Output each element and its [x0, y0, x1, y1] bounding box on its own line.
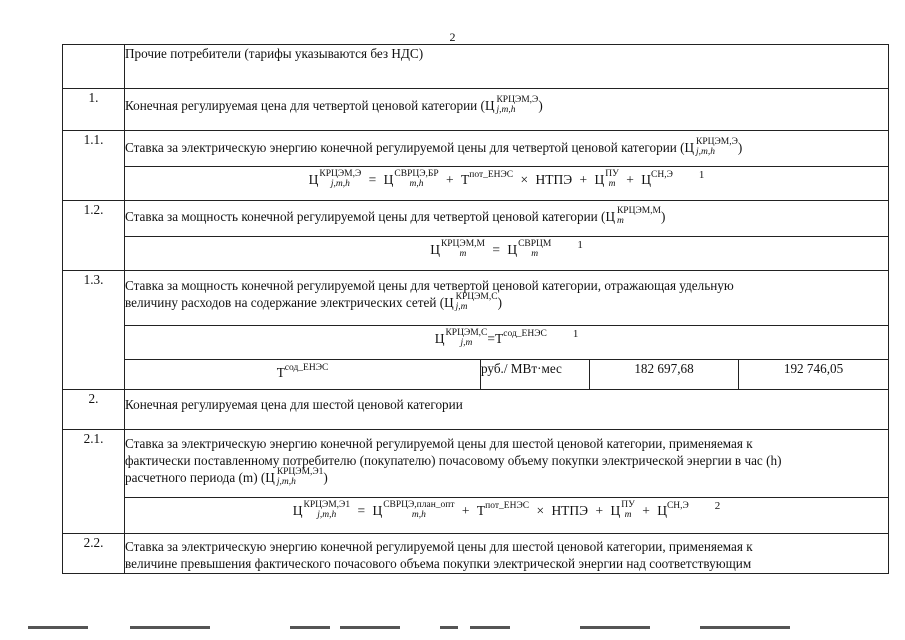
row-text: Ставка за электрическую энергию конечной регулируемой цены для четвертой ценовой категории (	[125, 140, 685, 156]
scan-artifact	[470, 626, 510, 629]
row-text-line: Ставка за электрическую энергию конечной регулируемой цены для шестой ценовой категории, применяемая к	[125, 436, 753, 451]
scan-artifact	[580, 626, 650, 629]
row-number: 2.	[63, 390, 125, 430]
formula-cell	[125, 498, 889, 534]
formula: Ц КРЦЭМ,Э j,m,h = Ц СВРЦЭ,БР m,h + $Т^{пот\_ЕНЭС}$ × НТПЭ + Ц ПУ m + $Ц^{СН,Э}$	[308, 168, 673, 189]
table-row	[63, 360, 889, 390]
formula-cell	[125, 326, 889, 360]
footnote-marker: 1	[572, 328, 579, 340]
scan-artifact	[130, 626, 210, 629]
scan-artifact	[440, 626, 458, 629]
row-text-line: расчетного периода (m) (	[125, 470, 266, 486]
table-row	[63, 326, 889, 360]
table-row	[63, 89, 889, 131]
row-description: Конечная регулируемая цена для четвертой ценовой категории (Ц КРЦЭМ,Э j,m,h )	[125, 89, 889, 131]
row-description: Ставка за мощность конечной регулируемой цены для четвертой ценовой категории, отражающая удельную величину расходов на содержание электрических сетей (Ц КРЦЭМ,С j,m )	[125, 271, 889, 326]
row-number: 1.3.	[63, 271, 125, 390]
table-row	[63, 430, 889, 498]
row-number	[63, 45, 125, 89]
table-row	[63, 390, 889, 430]
row-description: Ставка за электрическую энергию конечной регулируемой цены для четвертой ценовой категории (Ц КРЦЭМ,Э j,m,h )	[125, 131, 889, 167]
scan-artifact	[28, 626, 88, 629]
row-text: Конечная регулируемая цена для четвертой ценовой категории (	[125, 98, 485, 114]
table-row	[63, 45, 889, 89]
row-description: Ставка за мощность конечной регулируемой цены для четвертой ценовой категории (Ц КРЦЭМ,М m )	[125, 201, 889, 237]
value-period-2: 192 746,05	[739, 360, 889, 390]
formula-cell	[125, 237, 889, 271]
row-number: 2.2.	[63, 534, 125, 574]
footnote-marker: 1	[577, 239, 583, 251]
row-description: Ставка за электрическую энергию конечной регулируемой цены для шестой ценовой категории, применяемая к фактически поставленному потребителю (покупателю) почасовому объему покупки электрической энергии в час (h) расчетного периода (m) (Ц КРЦЭМ,Э1 j,m,h )	[125, 430, 889, 498]
table-row	[63, 201, 889, 237]
table-row	[63, 131, 889, 167]
table-row	[63, 167, 889, 201]
row-text-line: Ставка за электрическую энергию конечной регулируемой цены для шестой ценовой категории, применяемая к	[125, 539, 753, 554]
row-description	[125, 534, 889, 574]
formula: Ц КРЦЭМ,М m = Ц СВРЦМ m	[430, 238, 552, 259]
row-description: Конечная регулируемая цена для шестой ценовой категории	[125, 390, 889, 430]
row-text-line: величину расходов на содержание электрических сетей (	[125, 295, 445, 311]
row-text: Ставка за мощность конечной регулируемой цены для четвертой ценовой категории (	[125, 209, 606, 225]
formula: Ц КРЦЭМ,Э1 j,m,h = Ц СВРЦЭ,план_опт m,h + $Т^{пот\_ЕНЭС}$ × НТПЭ + Ц ПУ m + $Ц^{СН,Э}$	[292, 499, 689, 520]
table-row	[63, 271, 889, 326]
footnote-marker: 1	[698, 169, 705, 181]
tariff-table	[62, 44, 889, 574]
footnote-marker: 2	[714, 500, 721, 512]
row-number: 1.1.	[63, 131, 125, 201]
table-row	[63, 534, 889, 574]
row-number: 1.	[63, 89, 125, 131]
formula-cell	[125, 167, 889, 201]
row-text-line: фактически поставленному потребителю (покупателю) почасовому объему покупки электрической энергии в час (h)	[125, 453, 782, 468]
table-row	[63, 237, 889, 271]
row-number: 2.1.	[63, 430, 125, 534]
section-title: Прочие потребители (тарифы указываются без НДС)	[125, 45, 889, 89]
row-number: 1.2.	[63, 201, 125, 271]
page-number: 2	[449, 30, 456, 44]
formula: Ц КРЦЭМ,С j,m $=Т^{сод\_ЕНЭС}$	[434, 327, 547, 348]
scan-artifact	[290, 626, 330, 629]
scan-artifact	[340, 626, 400, 629]
row-text-line: Ставка за мощность конечной регулируемой цены для четвертой ценовой категории, отражающая удельную	[125, 278, 734, 293]
scan-artifact	[700, 626, 790, 629]
value-period-1: 182 697,68	[590, 360, 739, 390]
tariff-label: $Т^{сод\_ЕНЭС}$	[125, 360, 481, 390]
unit-cell: руб./ МВт·мес	[481, 360, 590, 390]
table-row	[63, 498, 889, 534]
row-text-line: величине превышения фактического почасового объема покупки электрической энергии над соответствующим	[125, 556, 752, 571]
